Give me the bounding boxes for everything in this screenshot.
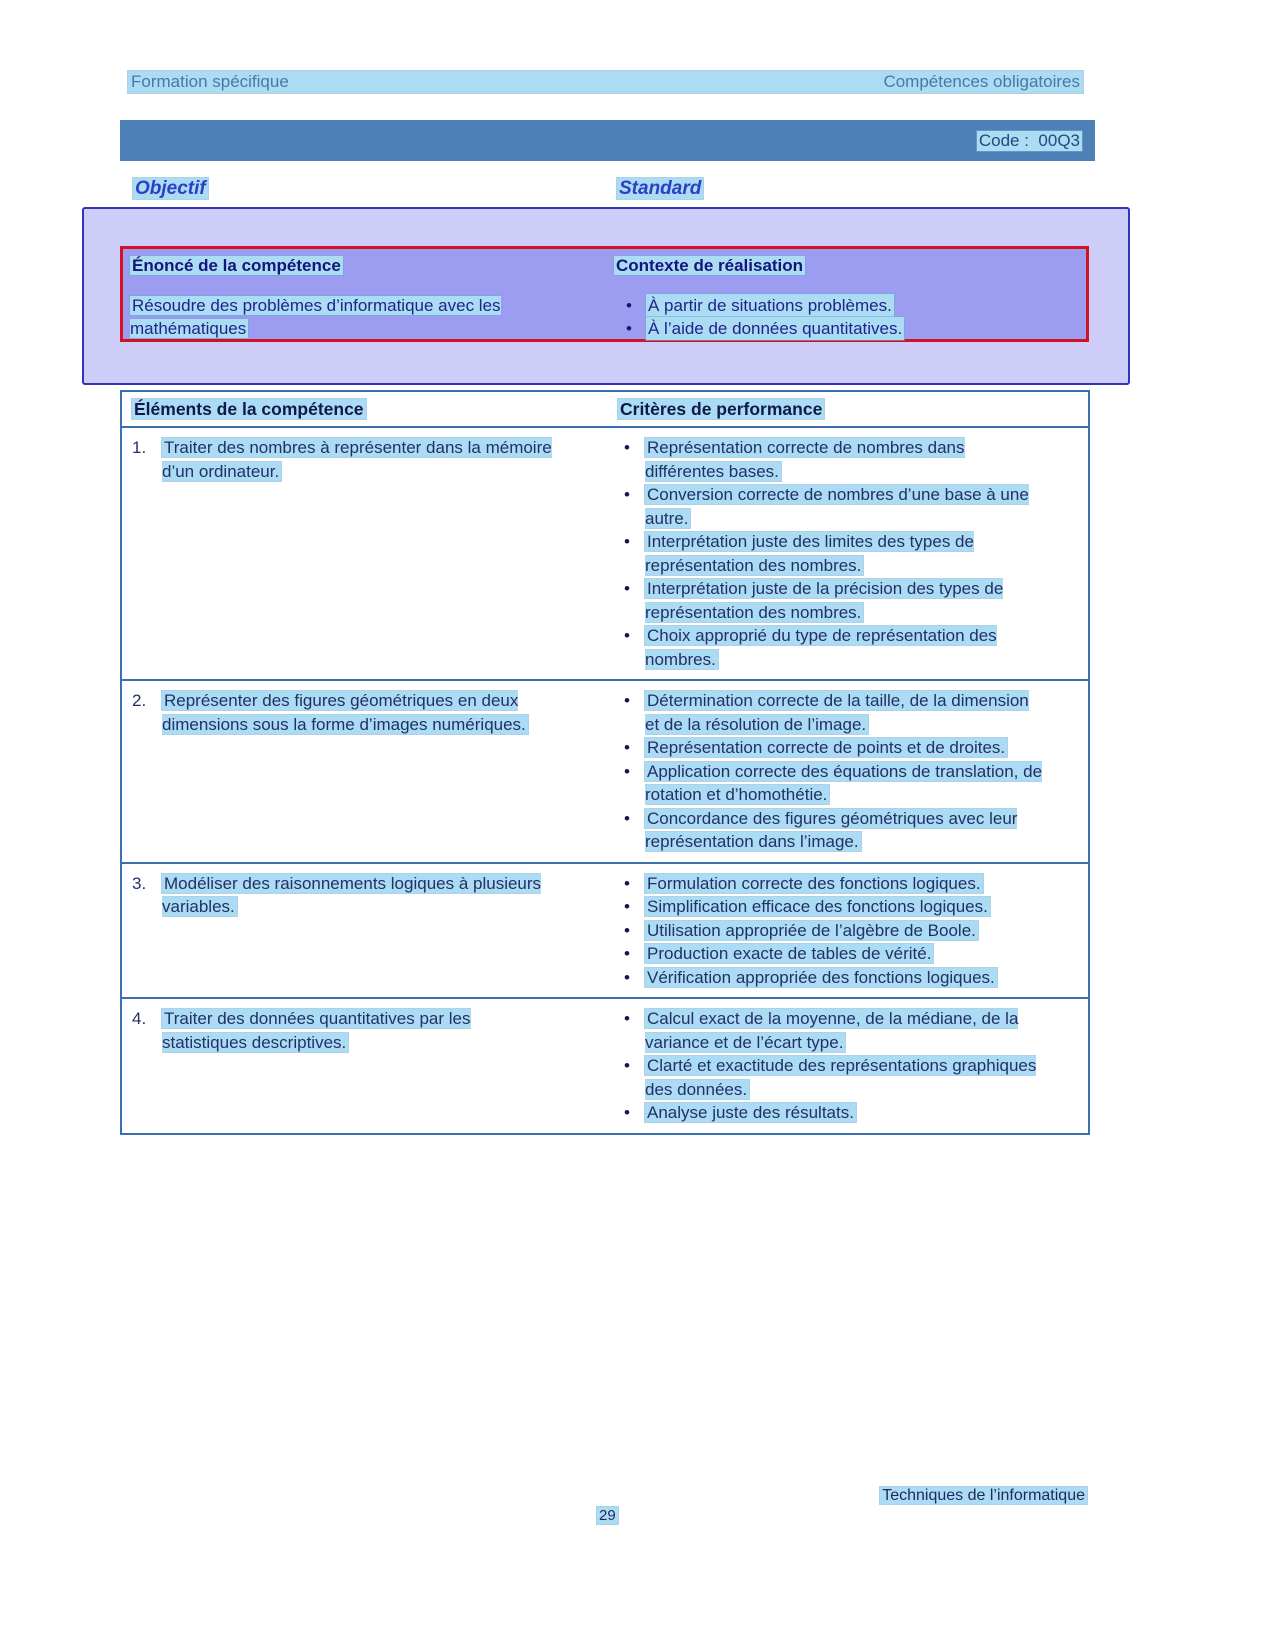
criteria-cell [615, 428, 1088, 679]
criteria-item: • Application correcte des équations de translation, de rotation et d’homothétie. [615, 760, 1084, 807]
criteria-item: • Clarté et exactitude des représentations graphiques des données. [615, 1054, 1084, 1101]
bullet-icon: • [624, 626, 630, 645]
criteria-item: • Utilisation appropriée de l’algèbre de Boole. [615, 919, 1084, 943]
bullet-icon: • [624, 1103, 630, 1122]
criteria-cell [615, 681, 1088, 862]
element-text: Traiter des données quantitatives par les statistiques descriptives. [162, 1009, 471, 1052]
criteria-item: • Analyse juste des résultats. [615, 1101, 1084, 1125]
contexte-item: • À partir de situations problèmes. [620, 294, 904, 317]
competence-inner-box [120, 246, 1089, 342]
table-row [122, 864, 1088, 1000]
element-cell [122, 428, 615, 679]
col-header-criteres: Critères de performance [620, 398, 823, 419]
criteria-item: • Représentation correcte de nombres dans différentes bases. [615, 436, 1084, 483]
criteria-item: • Représentation correcte de points et de droites. [615, 736, 1084, 760]
contexte-list [620, 294, 904, 340]
criteria-list [615, 1007, 1084, 1125]
criteria-item: • Formulation correcte des fonctions logiques. [615, 872, 1084, 896]
elements-table [120, 390, 1090, 1135]
criteria-item: • Détermination correcte de la taille, de la dimension et de la résolution de l’image. [615, 689, 1084, 736]
bullet-icon: • [624, 691, 630, 710]
competence-outer-box [82, 207, 1130, 385]
contexte-item: • À l’aide de données quantitatives. [620, 317, 904, 340]
bullet-icon: • [624, 485, 630, 504]
criteria-item: • Simplification efficace des fonctions logiques. [615, 895, 1084, 919]
criteria-item: • Vérification appropriée des fonctions logiques. [615, 966, 1084, 990]
bullet-icon: • [624, 532, 630, 551]
criteria-cell [615, 864, 1088, 998]
bullet-icon: • [624, 1056, 630, 1075]
element-text: Modéliser des raisonnements logiques à plusieurs variables. [162, 873, 542, 916]
row-number: 4. [132, 1009, 147, 1028]
row-number: 1. [132, 438, 147, 457]
bullet-icon: • [624, 944, 630, 963]
enonce-header: Énoncé de la compétence [132, 256, 341, 275]
criteria-list [615, 872, 1084, 990]
page-number: 29 [599, 1507, 616, 1524]
bullet-icon: • [624, 738, 630, 757]
bullet-icon: • [624, 438, 630, 457]
bullet-icon: • [624, 579, 630, 598]
bullet-icon: • [624, 808, 630, 828]
criteria-list [615, 436, 1084, 671]
criteria-item: • Choix approprié du type de représentation des nombres. [615, 624, 1084, 671]
row-number: 2. [132, 691, 147, 710]
criteria-item: • Production exacte de tables de vérité. [615, 942, 1084, 966]
code-banner [120, 120, 1095, 161]
header-right-label: Compétences obligatoires [883, 72, 1080, 91]
objectif-heading: Objectif [135, 178, 206, 199]
code-label: Code : 00Q3 [978, 130, 1080, 150]
element-cell [122, 681, 615, 862]
header-left-label: Formation spécifique [131, 72, 289, 91]
row-number: 3. [132, 873, 147, 893]
bullet-icon: • [624, 897, 630, 916]
element-text: Traiter des nombres à représenter dans la mémoire d’un ordinateur. [162, 438, 552, 481]
bullet-icon: • [624, 967, 630, 987]
criteria-item: • Interprétation juste de la précision des types de représentation des nombres. [615, 577, 1084, 624]
criteria-item: • Interprétation juste des limites des types de représentation des nombres. [615, 530, 1084, 577]
col-header-elements: Éléments de la compétence [134, 398, 364, 419]
element-text: Représenter des figures géométriques en deux dimensions sous la forme d’images numériques. [162, 691, 526, 734]
criteria-item: • Calcul exact de la moyenne, de la médiane, de la variance et de l’écart type. [615, 1007, 1084, 1054]
element-cell [122, 864, 615, 998]
bullet-icon: • [624, 873, 630, 893]
element-cell [122, 999, 615, 1133]
table-row [122, 681, 1088, 864]
footer-program-label: Techniques de l’informatique [882, 1487, 1085, 1504]
bullet-icon: • [624, 761, 630, 781]
bullet-icon: • [624, 1009, 630, 1028]
enonce-text: Résoudre des problèmes d’informatique avec les mathématiques [130, 296, 501, 338]
standard-heading: Standard [619, 178, 702, 199]
criteria-cell [615, 999, 1088, 1133]
criteria-list [615, 689, 1084, 854]
bullet-icon: • [626, 296, 632, 315]
contexte-header: Contexte de réalisation [616, 256, 804, 275]
criteria-item: • Concordance des figures géométriques avec leur représentation dans l’image. [615, 807, 1084, 854]
criteria-item: • Conversion correcte de nombres d’une base à une autre. [615, 483, 1084, 530]
table-row [122, 999, 1088, 1133]
table-row [122, 428, 1088, 681]
table-header-row [122, 392, 1088, 428]
page-header [128, 71, 1083, 93]
bullet-icon: • [626, 319, 632, 338]
bullet-icon: • [624, 920, 630, 940]
